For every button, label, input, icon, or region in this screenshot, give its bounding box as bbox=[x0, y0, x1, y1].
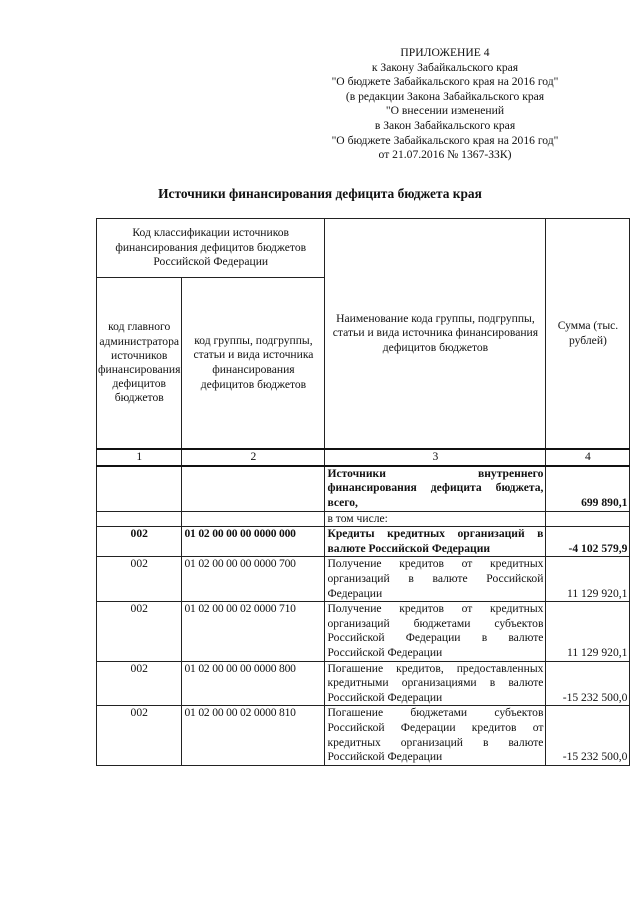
sum-cell: -15 232 500,0 bbox=[546, 661, 630, 706]
sum-cell: -15 232 500,0 bbox=[546, 706, 630, 765]
table-row bbox=[97, 511, 630, 527]
source-name-cell: Получение кредитов от кредитных организаций в валюте Российской Федерации bbox=[325, 557, 546, 602]
admin-code-cell: 002 bbox=[97, 661, 182, 706]
admin-code-cell bbox=[97, 466, 182, 512]
table-row bbox=[97, 661, 630, 706]
source-code-cell: 01 02 00 00 00 0000 800 bbox=[182, 661, 325, 706]
source-name-cell: Источники внутреннего финансирования дефицита бюджета, всего, bbox=[325, 466, 546, 512]
source-name-cell: Погашение кредитов, предоставленных кредитными организациями в валюте Российской Федерации bbox=[325, 661, 546, 706]
table-row bbox=[97, 557, 630, 602]
table-row bbox=[97, 602, 630, 661]
table-row bbox=[97, 527, 630, 557]
source-code-cell bbox=[182, 466, 325, 512]
admin-code-column-header: код главного администратора источников финансирования дефицитов бюджетов bbox=[97, 278, 182, 450]
financing-sources-table bbox=[96, 218, 630, 766]
column-number: 2 bbox=[182, 449, 325, 466]
column-number: 3 bbox=[325, 449, 546, 466]
source-name-cell: Получение кредитов от кредитных организаций бюджетами субъектов Российской Федерации в валюте Российской Федерации bbox=[325, 602, 546, 661]
header-line: "О бюджете Забайкальского края на 2016 год" bbox=[331, 75, 559, 89]
sum-column-header: Сумма (тыс. рублей) bbox=[546, 219, 630, 450]
column-number: 1 bbox=[97, 449, 182, 466]
name-column-header: Наименование кода группы, подгруппы, статьи и вида источника финансирования дефицитов бюджетов bbox=[325, 219, 546, 450]
sum-cell: 11 129 920,1 bbox=[546, 557, 630, 602]
header-line: к Закону Забайкальского края bbox=[371, 60, 519, 74]
source-name-cell: Кредиты кредитных организаций в валюте Российской Федерации bbox=[325, 527, 546, 557]
column-number-row bbox=[97, 449, 630, 466]
header-line: "О бюджете Забайкальского края на 2016 год" bbox=[331, 133, 559, 147]
admin-code-cell: 002 bbox=[97, 527, 182, 557]
source-code-cell: 01 02 00 00 02 0000 710 bbox=[182, 602, 325, 661]
classification-group-header: Код классификации источников финансирования дефицитов бюджетов Российской Федерации bbox=[97, 219, 325, 278]
source-name-cell: Погашение бюджетами субъектов Российской Федерации кредитов от кредитных организаций в валюте Российской Федерации bbox=[325, 706, 546, 765]
document-title: Источники финансирования дефицита бюджета края bbox=[158, 186, 482, 201]
source-code-cell: 01 02 00 00 00 0000 700 bbox=[182, 557, 325, 602]
admin-code-cell: 002 bbox=[97, 602, 182, 661]
sum-cell: -4 102 579,9 bbox=[546, 527, 630, 557]
source-name-cell: в том числе: bbox=[325, 511, 546, 527]
source-code-cell bbox=[182, 511, 325, 527]
sum-cell: 11 129 920,1 bbox=[546, 602, 630, 661]
header-line: от 21.07.2016 № 1367-ЗЗК) bbox=[378, 148, 512, 162]
admin-code-cell: 002 bbox=[97, 706, 182, 765]
header-line: ПРИЛОЖЕНИЕ 4 bbox=[400, 46, 490, 59]
source-code-cell: 01 02 00 00 02 0000 810 bbox=[182, 706, 325, 765]
sum-cell: 699 890,1 bbox=[546, 466, 630, 512]
column-number: 4 bbox=[546, 449, 630, 466]
header-line: (в редакции Закона Забайкальского края bbox=[345, 89, 545, 103]
admin-code-cell bbox=[97, 511, 182, 527]
header-line: "О внесении изменений bbox=[385, 104, 505, 118]
admin-code-cell: 002 bbox=[97, 557, 182, 602]
header-line: в Закон Забайкальского края bbox=[374, 118, 516, 132]
table-row bbox=[97, 706, 630, 765]
sum-cell bbox=[546, 511, 630, 527]
group-code-column-header: код группы, подгруппы, статьи и вида источника финансирования дефицитов бюджетов bbox=[182, 278, 325, 450]
appendix-header bbox=[300, 46, 590, 163]
source-code-cell: 01 02 00 00 00 0000 000 bbox=[182, 527, 325, 557]
table-row bbox=[97, 466, 630, 512]
